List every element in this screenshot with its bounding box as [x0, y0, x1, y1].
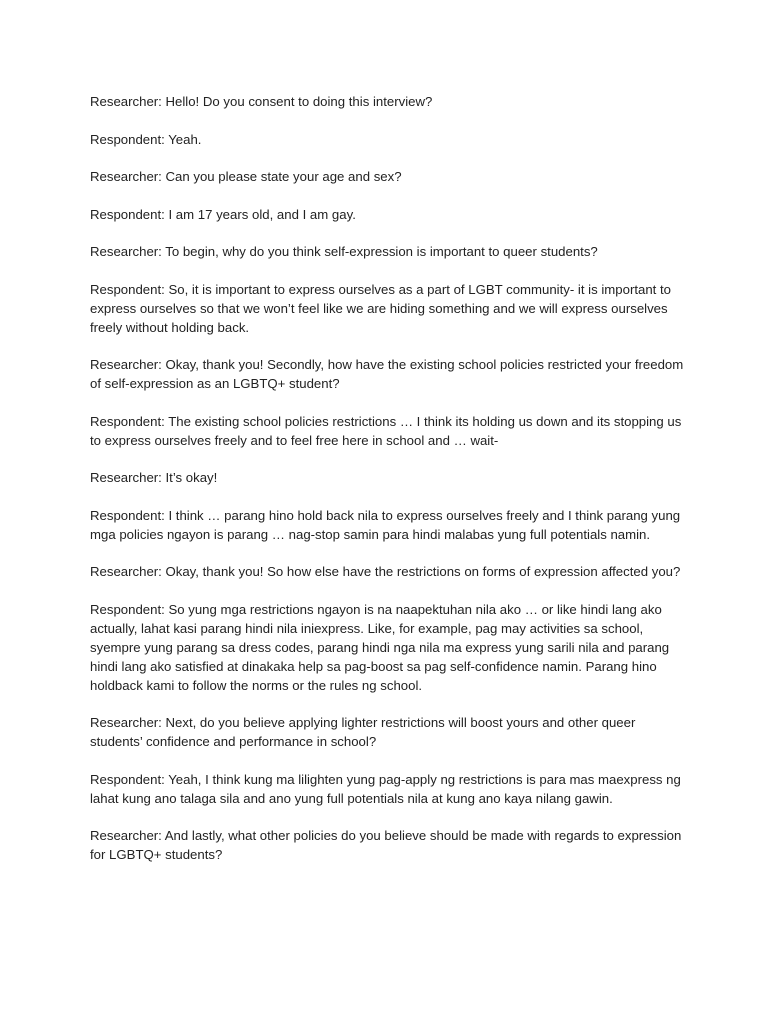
- transcript-turn: Respondent: Yeah.: [90, 131, 202, 147]
- interview-transcript: [90, 92, 690, 883]
- transcript-turn: Researcher: Hello! Do you consent to doing this interview?: [90, 94, 433, 109]
- transcript-turn: Researcher: Next, do you believe applying lighter restrictions will boost yours and other queer students’ confidence and performance in school?: [90, 715, 636, 749]
- transcript-turn: Respondent: So, it is important to express ourselves as a part of LGBT community- it is important to express ourselves so that we won’t feel like we are hiding something and we will express ourselves freely without holding back.: [90, 281, 671, 335]
- transcript-turn: Respondent: I think … parang hino hold back nila to express ourselves freely and I think parang yung mga policies ngayon is parang … nag-stop samin para hindi malabas yung full potentials namin.: [90, 507, 681, 542]
- transcript-turn: Respondent: The existing school policies restrictions … I think its holding us down and its stopping us to express ourselves freely and to feel free here in school and … wait-: [90, 413, 682, 448]
- transcript-turn: Researcher: Okay, thank you! So how else have the restrictions on forms of expression affected you?: [90, 564, 681, 579]
- transcript-turn: Researcher: Can you please state your age and sex?: [90, 169, 402, 184]
- transcript-turn: Respondent: Yeah, I think kung ma lilighten yung pag-apply ng restrictions is para mas maexpress ng lahat kung ano talaga sila and ano yung full potentials nila at kung ano kaya nilang gawin.: [90, 771, 681, 806]
- transcript-turn: Researcher: Okay, thank you! Secondly, how have the existing school policies restricted your freedom of self-expression as an LGBTQ+ student?: [90, 357, 684, 391]
- transcript-turn: Researcher: And lastly, what other policies do you believe should be made with regards to expression for LGBTQ+ students?: [90, 828, 682, 862]
- transcript-turn: Researcher: It’s okay!: [90, 470, 218, 485]
- transcript-turn: Respondent: So yung mga restrictions ngayon is na naapektuhan nila ako … or like hindi lang ako actually, lahat kasi parang hindi nila iniexpress. Like, for example, pag may activities sa school, syempre yung parang sa dress codes, parang hindi nga nila ma express yung sarili nila and parang hindi lang ako satisfied at dinakaka help sa pag-boost sa pag self-confidence namin. Parang hino holdback kami to follow the norms or the rules ng school.: [90, 601, 670, 693]
- transcript-turn: Researcher: To begin, why do you think self-expression is important to queer students?: [90, 244, 598, 259]
- transcript-turn: Respondent: I am 17 years old, and I am gay.: [90, 206, 356, 222]
